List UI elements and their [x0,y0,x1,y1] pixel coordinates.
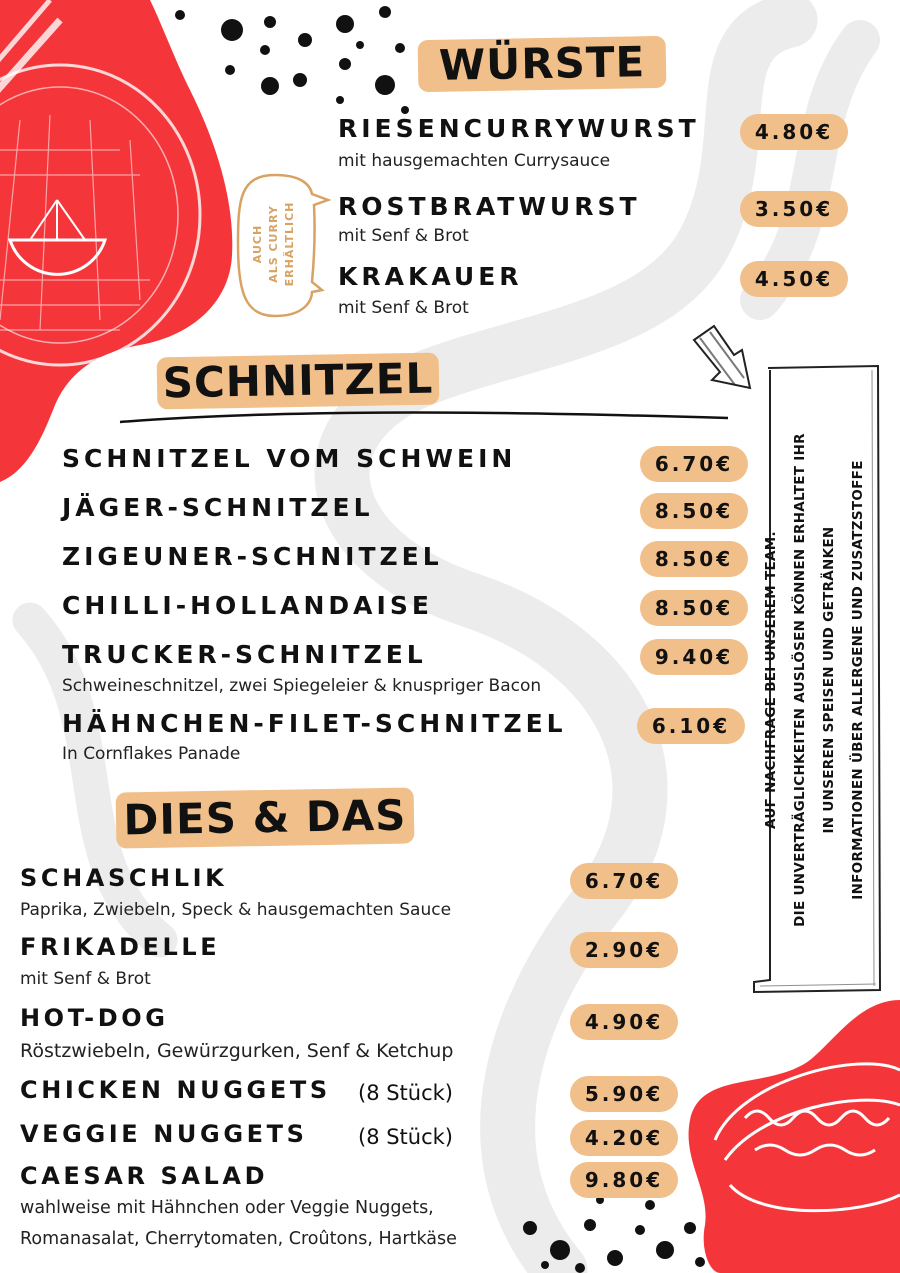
arrow-down-right-icon [694,326,750,388]
menu-item-price: 2.90€ [570,932,678,968]
menu-item-price: 6.70€ [640,446,748,482]
menu-item-desc: wahlweise mit Hähnchen oder Veggie Nuggets, [20,1198,434,1218]
menu-item-price: 8.50€ [640,541,748,577]
hotdog-illustration [689,1000,900,1273]
menu-item-price: 9.40€ [640,639,748,675]
menu-item-desc: mit Senf & Brot [20,969,151,989]
menu-item-price: 4.20€ [570,1120,678,1156]
menu-item-name: CHICKEN NUGGETS [20,1076,331,1104]
menu-item-name: CHILLI-HOLLANDAISE [62,591,433,620]
menu-item-desc: mit Senf & Brot [338,226,469,246]
menu-item-name: SCHASCHLIK [20,864,228,892]
menu-item-price: 8.50€ [640,493,748,529]
menu-item-price: 9.80€ [570,1162,678,1198]
dot-pattern [175,6,409,114]
menu-item-name: RIESENCURRYWURST [338,114,700,143]
menu-item-price: 6.70€ [570,863,678,899]
menu-item-name: SCHNITZEL VOM SCHWEIN [62,444,517,473]
menu-item-name: JÄGER-SCHNITZEL [62,493,374,522]
menu-item-name: KRAKAUER [338,262,523,291]
menu-item-price: 6.10€ [637,708,745,744]
curry-badge: AUCH ALS CURRY ERHÄLTLICH [251,201,296,287]
menu-item-name: ZIGEUNER-SCHNITZEL [62,542,443,571]
menu-item-name: TRUCKER-SCHNITZEL [62,640,427,669]
menu-item-price: 8.50€ [640,590,748,626]
menu-item-price: 4.80€ [740,114,848,150]
menu-item-desc: Röstzwiebeln, Gewürzgurken, Senf & Ketchup [20,1040,454,1062]
section-title-wuerste: WÜRSTE [418,36,667,92]
menu-item-price: 4.50€ [740,261,848,297]
menu-item-desc: mit hausgemachten Currysauce [338,151,611,171]
menu-item-name: CAESAR SALAD [20,1162,269,1190]
menu-item-desc: Schweineschnitzel, zwei Spiegeleier & knuspriger Bacon [62,676,542,696]
menu-item-desc: mit Senf & Brot [338,298,469,318]
menu-item-name: ROSTBRATWURST [338,192,641,221]
section-title-dies-das: DIES & DAS [116,787,415,848]
menu-item-desc: In Cornflakes Panade [62,744,241,764]
menu-item-note: (8 Stück) [358,1081,454,1105]
menu-item-desc: Romanasalat, Cherrytomaten, Croûtons, Hartkäse [20,1229,457,1249]
menu-item-price: 3.50€ [740,191,848,227]
allergen-info: AUF NACHFRAGE BEI UNSEREM TEAM. DIE UNVERTRÄGLICHKEITEN AUSLÖSEN KÖNNEN ERHALTET IHR IN UNSEREN SPEISEN UND GETRÄNKEN INFORMATIONEN ÜBER ALLERGENE UND ZUSATZSTOFFE [763,433,866,927]
schnitzel-underline [120,413,728,423]
menu-item-price: 5.90€ [570,1076,678,1112]
menu-item-desc: Paprika, Zwiebeln, Speck & hausgemachten Sauce [20,900,452,920]
menu-item-name: FRIKADELLE [20,933,221,961]
menu-item-name: HOT-DOG [20,1004,169,1032]
menu-item-price: 4.90€ [570,1004,678,1040]
section-title-schnitzel: SCHNITZEL [157,353,440,410]
menu-item-name: VEGGIE NUGGETS [20,1120,308,1148]
menu-item-note: (8 Stück) [358,1125,454,1149]
cocktail-glass-illustration [0,0,232,482]
menu-item-name: HÄHNCHEN-FILET-SCHNITZEL [62,709,567,738]
